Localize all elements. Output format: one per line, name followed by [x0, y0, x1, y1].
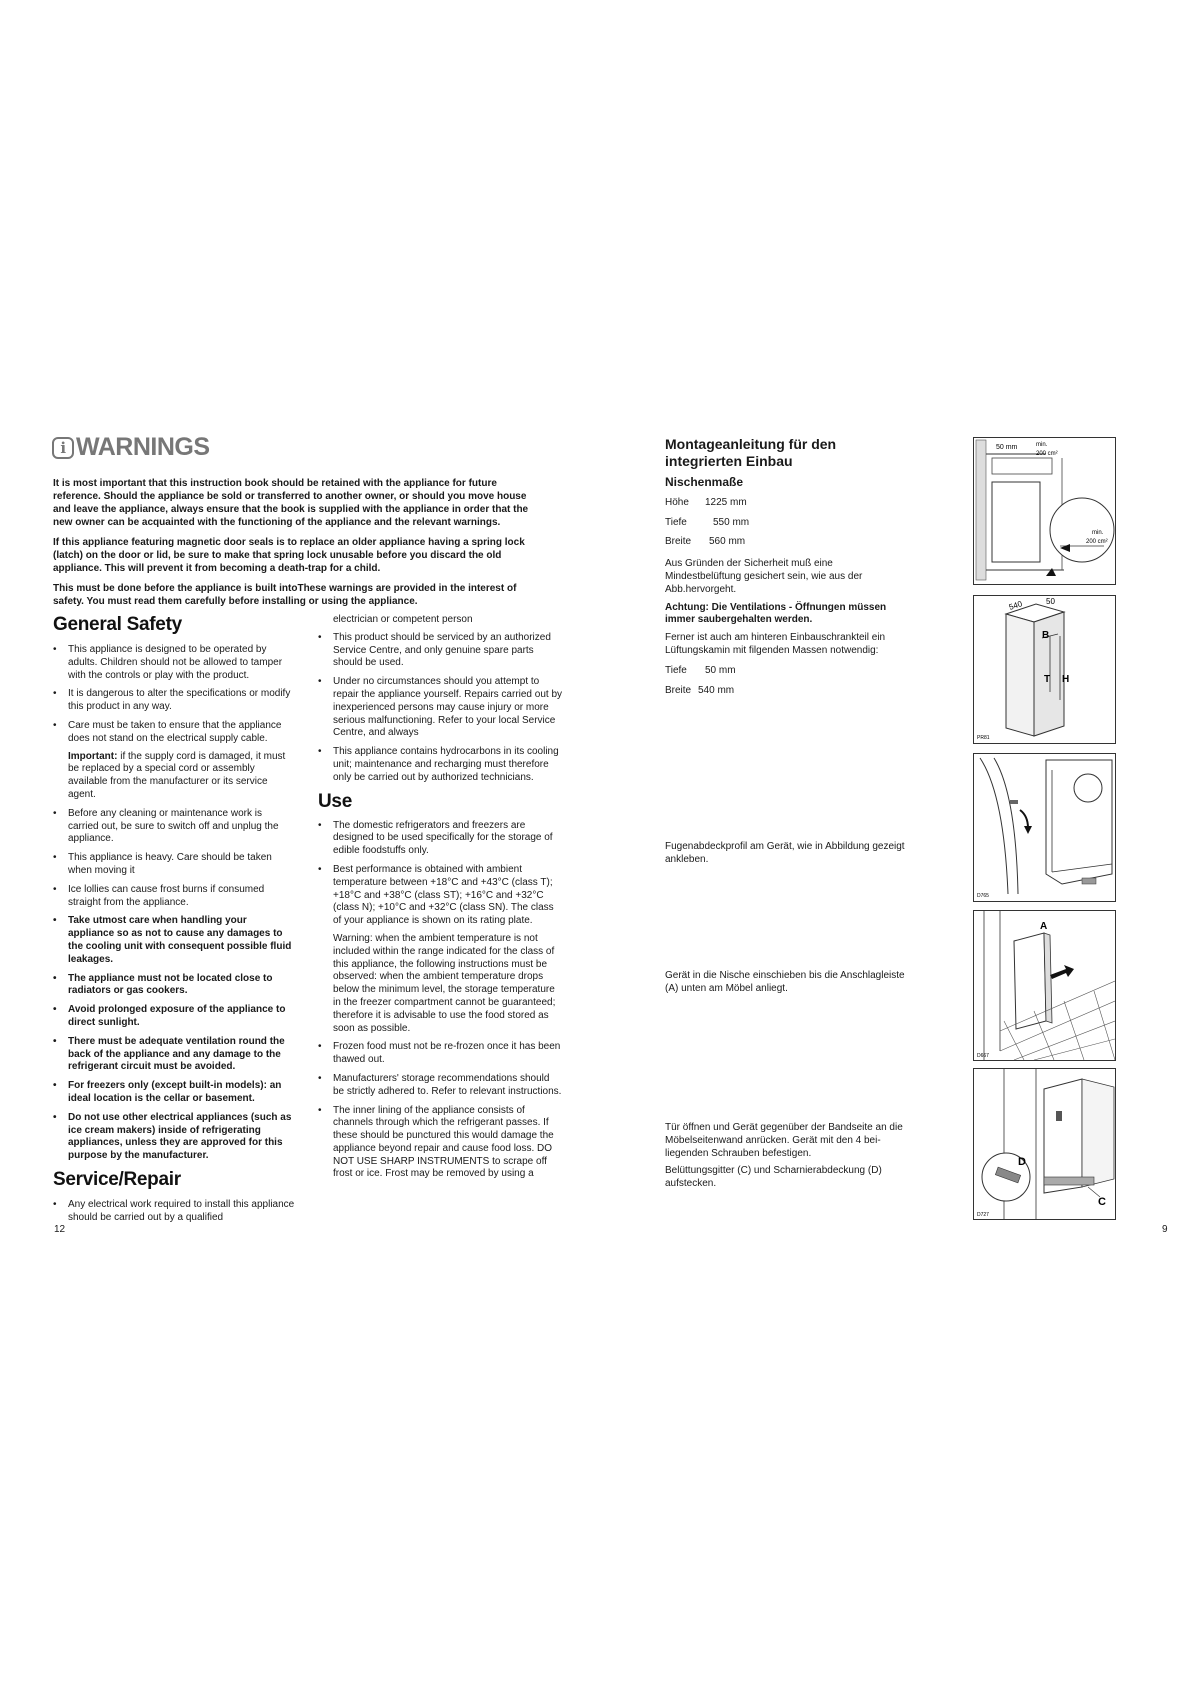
list-item: • The domestic refrigerators and freezers are designed to be used specifically for the storage of edible foodstuffs only.	[318, 820, 563, 858]
step-fasten-text	[665, 1122, 905, 1191]
dimension-value: 560 mm	[709, 536, 746, 548]
fig2-label-h: H	[1062, 674, 1070, 685]
installation-title: Montageanleitung für den integrierten Einbau	[665, 436, 837, 469]
list-item: • Avoid prolonged exposure of the appliance to direct sunlight.	[53, 1004, 295, 1030]
dimension-row	[665, 517, 905, 530]
niche-ventilation-drawing	[974, 438, 1115, 584]
right-column	[665, 436, 905, 697]
step-insert-text: Gerät in die Nische einschieben bis die Anschlagleiste (A) unten am Möbel anliegt.	[665, 970, 905, 994]
list-item-text: Best performance is obtained with ambient temperature between +18°C and +43°C (class T); +18°C and +38°C (class ST); +16°C and +32°C (class N); +10°C and +32°C (class SN). The class of your appliance is shown on its rating plate.	[333, 863, 554, 927]
dimension-row	[665, 536, 905, 549]
list-item: • Ice lollies can cause frost burns if consumed straight from the appliance.	[53, 884, 295, 910]
list-item: • Take utmost care when handling your appliance so as not to cause any damages to the cooling unit with consequent possible fluid leakages.	[53, 915, 295, 966]
list-item: • This product should be serviced by an authorized Service Centre, and only genuine spare parts should be used.	[318, 632, 563, 670]
dimension-row	[665, 497, 905, 510]
vent-dimension-row	[665, 685, 905, 698]
fig2-code: PR81	[977, 735, 990, 741]
fig5-label-d: D	[1018, 1156, 1026, 1168]
vent-dimension-row	[665, 665, 905, 678]
list-item	[318, 864, 563, 1035]
insert-niche-drawing	[974, 911, 1115, 1060]
fig2-label-50: 50	[1046, 597, 1055, 606]
use-list	[318, 820, 563, 1182]
dimension-label: Breite	[665, 536, 692, 548]
fig1-label-200: 200 cm²	[1036, 451, 1058, 457]
list-item: • The appliance must not be located close to radiators or gas cookers.	[53, 973, 295, 999]
fig2-label-b: B	[1042, 630, 1050, 641]
list-item: • Before any cleaning or maintenance work is carried out, be sure to switch off and unplug the appliance.	[53, 808, 295, 846]
page-number-left: 12	[54, 1224, 66, 1235]
service-repair-list	[53, 1199, 295, 1225]
ventilation-text: Aus Gründen der Sicherheit muß eine Mindestbelüftung gesichert sein, wie aus der Abb.hervorgeht.	[665, 558, 863, 595]
list-item: • For freezers only (except built-in models): an ideal location is the cellar or basement.	[53, 1080, 295, 1106]
list-item: • Manufacturers' storage recommendations should be strictly adhered to. Refer to relevant instructions.	[318, 1073, 563, 1099]
dimension-label: Tiefe	[665, 664, 687, 676]
gasket-profile-drawing	[974, 754, 1115, 901]
fig1-label-50mm: 50 mm	[996, 444, 1018, 451]
intro-paragraph: This must be done before the appliance is built intoThese warnings are provided in the interest of safety. You must read them carefully before installing or using the appliance.	[53, 583, 517, 607]
service-list-continued	[318, 632, 563, 785]
info-icon: i	[52, 437, 74, 459]
step-cover-paragraph: Belüttungsgitter (C) und Scharnierabdeckung (D) aufstecken.	[665, 1165, 882, 1190]
list-item: • There must be adequate ventilation round the back of the appliance and any damage to the refrigerant circuit must be avoided.	[53, 1036, 295, 1074]
general-safety-list	[53, 644, 295, 1163]
important-label: Important:	[68, 750, 118, 762]
fig4-code: D667	[977, 1053, 989, 1059]
step-gasket-text: Fugenabdeckprofil am Gerät, wie in Abbildung gezeigt ankleben.	[665, 841, 905, 865]
left-column-2	[318, 614, 563, 1187]
dimension-value: 540 mm	[698, 684, 735, 696]
fig4-label-a: A	[1040, 921, 1048, 932]
list-item: • Any electrical work required to install this appliance should be carried out by a qualified	[53, 1199, 295, 1225]
intro-paragraph: It is most important that this instruction book should be retained with the appliance for future reference. Should the appliance be sold or transferred to another owner, or should you move house and leave the appliance, always ensure that the book is supplied with the appliance in order that the new owner can be acquainted with the functioning of the appliance and the relevant warnings.	[53, 478, 529, 528]
intro-paragraph: If this appliance featuring magnetic door seals is to replace an older appliance having a spring lock (latch) on the door or lid, be sure to make that spring lock unusable before you discard the old appliance. This will prevent it from becoming a death-trap for a child.	[53, 537, 525, 574]
page-number-right: 9	[1162, 1224, 1168, 1235]
figure-insert-niche	[973, 910, 1116, 1061]
list-item: • Frozen food must not be re-frozen once it has been thawed out.	[318, 1041, 563, 1067]
dimension-value: 50 mm	[705, 664, 736, 676]
service-repair-heading: Service/Repair	[53, 1168, 181, 1190]
fasten-appliance-drawing	[974, 1069, 1115, 1219]
fig3-code: D765	[977, 893, 989, 899]
dimension-label: Höhe	[665, 496, 689, 508]
dimension-label: Breite	[665, 684, 692, 696]
niche-dimensions	[665, 497, 905, 549]
list-item: • This appliance is heavy. Care should be taken when moving it	[53, 852, 295, 878]
important-text: if the supply cord is damaged, it must be replaced by a special cord or assembly available from the manufacturer or its service agent.	[68, 750, 286, 800]
continuation-text: electrician or competent person	[333, 614, 473, 625]
list-item: • The inner lining of the appliance consists of channels through which the refrigerant passes. If these should be punctured this would damage the appliance beyond repair and cause food loss. DO NOT USE SHARP INSTRUMENTS to scrape off frost or ice. Frost may be removed by using a	[318, 1105, 563, 1182]
general-safety-heading: General Safety	[53, 614, 182, 635]
list-item	[53, 720, 295, 802]
step-fasten-paragraph: Tür öffnen und Gerät gegenüber der Bandseite an die Möbelseitenwand anrücken. Gerät mit den 4 bei-liegenden Schrauben befestigen.	[665, 1122, 903, 1159]
fig2-label-t: T	[1044, 674, 1051, 685]
dimension-value: 1225 mm	[705, 496, 747, 508]
list-item: • Under no circumstances should you attempt to repair the appliance yourself. Repairs carried out by inexperienced persons may cause injury or more serious malfunctioning. Refer to your local Service Centre, and always	[318, 676, 563, 740]
fig5-label-c: C	[1098, 1196, 1106, 1208]
use-heading: Use	[318, 790, 352, 812]
fig2-label-540: 540	[1007, 599, 1024, 612]
figure-fasten-appliance	[973, 1068, 1116, 1220]
fig1-label-200b: 200 cm²	[1086, 539, 1108, 545]
figure-niche-ventilation	[973, 437, 1116, 585]
niche-dimensions-heading: Nischenmaße	[665, 475, 744, 489]
left-column-1	[53, 614, 295, 1230]
list-item: • Do not use other electrical appliances (such as ice cream makers) inside of refrigerating appliances, unless they are approved for this purpose by the manufacturer.	[53, 1112, 295, 1163]
list-item-text: Care must be taken to ensure that the appliance does not stand on the electrical supply cable.	[68, 719, 282, 744]
warnings-title	[52, 433, 210, 462]
warning-note: Warning: when the ambient temperature is not included within the range indicated for the class of this appliance, the following instructions must be observed: when the ambient temperature drops below the minimum level, the storage temperature in the freezer compartment cannot be guaranteed; therefore it is advisable to use the food stored as soon as possible.	[333, 932, 556, 1034]
warnings-intro	[53, 477, 545, 615]
list-item: • This appliance contains hydrocarbons in its cooling unit; maintenance and recharging must therefore only be carried out by authorized technicians.	[318, 746, 563, 784]
list-item: • This appliance is designed to be operated by adults. Children should not be allowed to tamper with the controls or play with the product.	[53, 644, 295, 682]
important-note	[68, 751, 295, 802]
achtung-text: Achtung: Die Ventilations - Öffnungen müssen immer saubergehalten werden.	[665, 601, 887, 626]
chimney-text: Ferner ist auch am hinteren Einbauschrankteil ein Lüftungskamin mit filgenden Massen notwendig:	[665, 632, 886, 656]
cabinet-dimensions-drawing	[974, 596, 1115, 743]
fig1-label-min: min.	[1036, 442, 1048, 448]
list-item: • It is dangerous to alter the specifications or modify this product in any way.	[53, 688, 295, 714]
dimension-label: Tiefe	[665, 516, 687, 528]
fig5-code: D727	[977, 1212, 989, 1218]
figure-cabinet-dimensions	[973, 595, 1116, 744]
fig1-label-min2: min.	[1092, 530, 1104, 536]
figure-gasket-profile	[973, 753, 1116, 902]
warnings-heading: WARNINGS	[76, 433, 210, 461]
dimension-value: 550 mm	[713, 516, 750, 528]
